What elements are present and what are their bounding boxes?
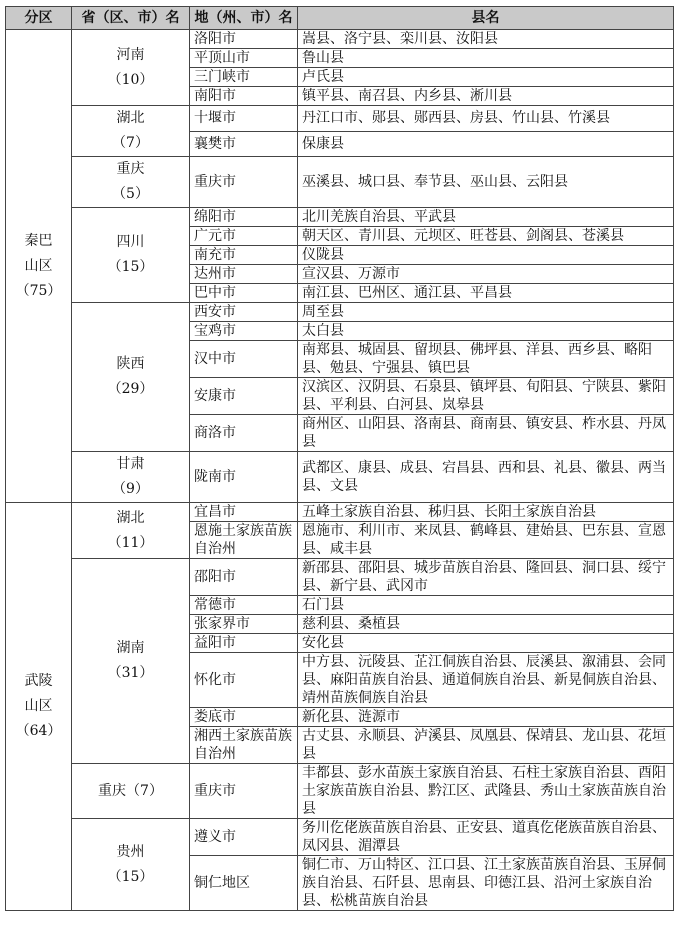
header-row bbox=[6, 7, 674, 30]
county-list-cell: 铜仁市、万山特区、江口县、江土家族苗族自治县、玉屏侗族自治县、石阡县、思南县、印德江县、沿河土家族自治县、松桃苗族自治县 bbox=[298, 856, 674, 911]
header-region: 分区 bbox=[6, 7, 72, 30]
county-list-cell: 南郑县、城固县、留坝县、佛坪县、洋县、西乡县、略阳县、勉县、宁强县、镇巴县 bbox=[298, 341, 674, 378]
region-cell bbox=[6, 503, 72, 911]
region-name-part-2: 山区 bbox=[24, 698, 53, 714]
prefecture-cell: 南充市 bbox=[190, 246, 298, 265]
region-count: （75） bbox=[15, 282, 62, 299]
table-row bbox=[6, 157, 674, 208]
province-name: 甘肃 bbox=[116, 456, 145, 472]
county-list-cell: 安化县 bbox=[298, 634, 674, 653]
county-list-cell: 新邵县、邵阳县、城步苗族自治县、隆回县、洞口县、绥宁县、新宁县、武冈市 bbox=[298, 559, 674, 596]
county-list-cell: 巫溪县、城口县、奉节县、巫山县、云阳县 bbox=[298, 157, 674, 208]
county-list-cell: 新化县、涟源市 bbox=[298, 708, 674, 727]
county-list-cell: 鲁山县 bbox=[298, 49, 674, 68]
province-name: 四川 bbox=[116, 234, 145, 250]
county-list-cell: 宣汉县、万源市 bbox=[298, 265, 674, 284]
region-count: （64） bbox=[15, 723, 62, 739]
province-name: 重庆 bbox=[116, 161, 145, 177]
prefecture-cell: 广元市 bbox=[190, 227, 298, 246]
province-cell bbox=[72, 819, 190, 911]
table-row bbox=[6, 30, 674, 49]
prefecture-cell: 洛阳市 bbox=[190, 30, 298, 49]
prefecture-cell: 恩施土家族苗族自治州 bbox=[190, 522, 298, 559]
province-cell bbox=[72, 764, 190, 819]
province-cell bbox=[72, 303, 190, 452]
prefecture-cell: 遵义市 bbox=[190, 819, 298, 856]
county-list-cell: 卢氏县 bbox=[298, 68, 674, 87]
prefecture-cell: 三门峡市 bbox=[190, 68, 298, 87]
county-list-cell: 武都区、康县、成县、宕昌县、西和县、礼县、徽县、两当县、文县 bbox=[298, 452, 674, 503]
prefecture-cell: 南阳市 bbox=[190, 87, 298, 106]
table-row bbox=[6, 764, 674, 819]
county-list-cell: 保康县 bbox=[298, 131, 674, 157]
county-list-cell: 古丈县、永顺县、泸溪县、凤凰县、保靖县、龙山县、花垣县 bbox=[298, 727, 674, 764]
province-name: 贵州 bbox=[116, 843, 145, 860]
province-cell bbox=[72, 30, 190, 106]
county-list-cell: 太白县 bbox=[298, 322, 674, 341]
table-row bbox=[6, 106, 674, 132]
table-row bbox=[6, 208, 674, 227]
county-list-cell: 丹江口市、郧县、郧西县、房县、竹山县、竹溪县 bbox=[298, 106, 674, 132]
prefecture-cell: 绵阳市 bbox=[190, 208, 298, 227]
table-body bbox=[6, 30, 674, 911]
province-name: 湖南 bbox=[116, 640, 145, 656]
prefecture-cell: 西安市 bbox=[190, 303, 298, 322]
province-cell bbox=[72, 208, 190, 303]
county-list-cell: 北川羌族自治县、平武县 bbox=[298, 208, 674, 227]
county-list-cell: 务川仡佬族苗族自治县、正安县、道真仡佬族苗族自治县、凤冈县、湄潭县 bbox=[298, 819, 674, 856]
province-cell bbox=[72, 452, 190, 503]
province-count: （7） bbox=[126, 782, 163, 799]
prefecture-cell: 达州市 bbox=[190, 265, 298, 284]
header-county: 县名 bbox=[298, 7, 674, 30]
prefecture-cell: 常德市 bbox=[190, 596, 298, 615]
province-name: 湖北 bbox=[116, 509, 145, 526]
county-list-cell: 仪陇县 bbox=[298, 246, 674, 265]
county-list-cell: 朝天区、青川县、元坝区、旺苍县、剑阁县、苍溪县 bbox=[298, 227, 674, 246]
province-count: （11） bbox=[107, 534, 154, 551]
province-count: （31） bbox=[107, 665, 154, 681]
province-count: （10） bbox=[107, 71, 154, 88]
province-name: 河南 bbox=[116, 46, 145, 63]
county-list-cell: 中方县、沅陵县、芷江侗族自治县、辰溪县、溆浦县、会同县、麻阳苗族自治县、通道侗族自治县、新晃侗族自治县、靖州苗族侗族自治县 bbox=[298, 653, 674, 708]
county-list-cell: 嵩县、洛宁县、栾川县、汝阳县 bbox=[298, 30, 674, 49]
prefecture-cell: 重庆市 bbox=[190, 764, 298, 819]
prefecture-cell: 张家界市 bbox=[190, 615, 298, 634]
header-province: 省（区、市）名 bbox=[72, 7, 190, 30]
prefecture-cell: 汉中市 bbox=[190, 341, 298, 378]
prefecture-cell: 宝鸡市 bbox=[190, 322, 298, 341]
province-count: （9） bbox=[112, 481, 149, 497]
prefecture-cell: 巴中市 bbox=[190, 284, 298, 303]
prefecture-cell: 宜昌市 bbox=[190, 503, 298, 522]
prefecture-cell: 益阳市 bbox=[190, 634, 298, 653]
region-name-part-1: 武陵 bbox=[24, 673, 53, 689]
table-row bbox=[6, 452, 674, 503]
county-list-cell: 恩施市、利川市、来凤县、鹤峰县、建始县、巴东县、宣恩县、咸丰县 bbox=[298, 522, 674, 559]
table-row bbox=[6, 303, 674, 322]
province-name: 陕西 bbox=[116, 356, 145, 372]
county-list-cell: 商州区、山阳县、洛南县、商南县、镇安县、柞水县、丹凤县 bbox=[298, 415, 674, 452]
region-cell bbox=[6, 30, 72, 503]
county-list-cell: 丰都县、彭水苗族土家族自治县、石柱土家族自治县、酉阳土家族苗族自治县、黔江区、武隆县、秀山土家族苗族自治县 bbox=[298, 764, 674, 819]
prefecture-cell: 陇南市 bbox=[190, 452, 298, 503]
county-list-cell: 镇平县、南召县、内乡县、淅川县 bbox=[298, 87, 674, 106]
county-list-cell: 五峰土家族自治县、秭归县、长阳土家族自治县 bbox=[298, 503, 674, 522]
header-prefecture: 地（州、市）名 bbox=[190, 7, 298, 30]
province-count: （15） bbox=[107, 868, 154, 885]
province-cell bbox=[72, 503, 190, 559]
prefecture-cell: 邵阳市 bbox=[190, 559, 298, 596]
prefecture-cell: 商洛市 bbox=[190, 415, 298, 452]
table-header bbox=[6, 7, 674, 30]
county-list-cell: 慈利县、桑植县 bbox=[298, 615, 674, 634]
prefecture-cell: 重庆市 bbox=[190, 157, 298, 208]
county-list-cell: 汉滨区、汉阴县、石泉县、镇坪县、旬阳县、宁陕县、紫阳县、平利县、白河县、岚皋县 bbox=[298, 378, 674, 415]
province-count: （7） bbox=[112, 135, 149, 151]
province-cell bbox=[72, 157, 190, 208]
province-cell bbox=[72, 559, 190, 764]
province-cell bbox=[72, 106, 190, 157]
table-row bbox=[6, 819, 674, 856]
county-table bbox=[5, 6, 674, 911]
region-name-part-1: 秦巴 bbox=[24, 232, 53, 249]
county-list-cell: 石门县 bbox=[298, 596, 674, 615]
province-name: 湖北 bbox=[116, 110, 145, 126]
prefecture-cell: 十堰市 bbox=[190, 106, 298, 132]
prefecture-cell: 铜仁地区 bbox=[190, 856, 298, 911]
table-row bbox=[6, 559, 674, 596]
prefecture-cell: 平顶山市 bbox=[190, 49, 298, 68]
prefecture-cell: 娄底市 bbox=[190, 708, 298, 727]
prefecture-cell: 襄樊市 bbox=[190, 131, 298, 157]
county-list-cell: 南江县、巴州区、通江县、平昌县 bbox=[298, 284, 674, 303]
county-list-cell: 周至县 bbox=[298, 303, 674, 322]
prefecture-cell: 湘西土家族苗族自治州 bbox=[190, 727, 298, 764]
prefecture-cell: 怀化市 bbox=[190, 653, 298, 708]
province-count: （5） bbox=[112, 186, 149, 202]
prefecture-cell: 安康市 bbox=[190, 378, 298, 415]
province-count: （15） bbox=[107, 259, 154, 275]
province-name: 重庆 bbox=[98, 782, 127, 799]
region-name-part-2: 山区 bbox=[24, 257, 53, 274]
province-count: （29） bbox=[107, 381, 154, 397]
table-row bbox=[6, 503, 674, 522]
